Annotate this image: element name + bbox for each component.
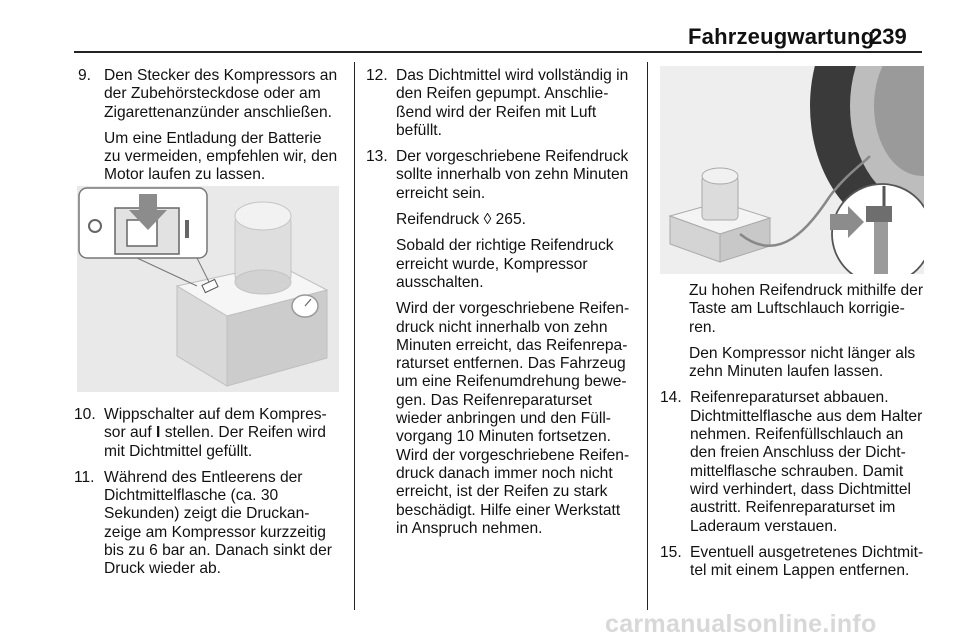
step-10 — [74, 406, 342, 461]
continuation-text — [660, 282, 930, 381]
step-13 — [366, 148, 634, 538]
section-title: Fahrzeugwartung — [688, 24, 875, 49]
column-left — [74, 67, 342, 193]
step-text: Den Stecker des Kompressors an der Zubehörsteckdose oder am Zigarettenanzünder anschließen. — [104, 67, 338, 121]
step-text: Reifenreparaturset abbauen. Dichtmittelflasche aus dem Halter nehmen. Reifenfüllschlauch an den freien Anschluss der Dicht-mittelflasche schrauben. Damit wird verhindert, dass Dichtmittel austritt. Reifenreparaturset im Laderaum verstauen. — [690, 389, 923, 535]
paragraph: Zu hohen Reifendruck mithilfe der Taste am Luftschlauch korrigie-ren. — [689, 282, 924, 336]
watermark: carmanualsonline.info — [605, 610, 877, 638]
step-text: Während des Entleerens der Dichtmittelflasche (ca. 30 Sekunden) zeigt die Druckan-zeige am Kompressor kurzzeitig bis zu 6 bar an. Danach sinkt der Druck wieder ab. — [104, 468, 332, 578]
step-text: Eventuell ausgetretenes Dichtmit-tel mit einem Lappen entfernen. — [690, 543, 924, 580]
step-number: 13. — [366, 148, 388, 166]
step-text: Der vorgeschriebene Reifendruck sollte innerhalb von zehn Minuten erreicht sein. — [396, 148, 629, 202]
step-paragraph: Sobald der richtige Reifendruck erreicht wurde, Kompressor ausschalten. — [396, 237, 614, 291]
step-note: Um eine Entladung der Batterie zu vermeiden, empfehlen wir, den Motor laufen zu lassen. — [104, 129, 338, 184]
step-11 — [74, 469, 342, 579]
step-text: Wippschalter auf dem Kompres-sor auf I stellen. Der Reifen wird mit Dichtmittel gefüllt. — [104, 406, 327, 460]
step-9 — [74, 67, 342, 185]
step-number: 11. — [74, 468, 95, 486]
step-paragraph: Wird der vorgeschriebene Reifen-druck nicht innerhalb von zehn Minuten erreicht, das Reifenrepa-raturset entfernen. Das Fahrzeug um eine Reifenumdrehung bewe-gen. Das Reifenreparaturset wieder anbringen und den Füll-vorgang 10 Minuten fortsetzen. Wird der vorgeschriebene Reifen-druck danach immer noch nicht erreicht, ist der Reifen zu stark beschädigt. Hilfe einer Werkstatt in Anspruch nehmen. — [396, 300, 630, 537]
step-14 — [660, 389, 930, 535]
paragraph: Den Kompressor nicht länger als zehn Minuten laufen lassen. — [689, 344, 916, 381]
step-number: 9. — [78, 67, 92, 84]
page-reference-icon: ◊ — [483, 211, 492, 229]
step-12 — [366, 67, 634, 140]
column-middle — [366, 67, 634, 546]
step-number: 12. — [366, 67, 388, 84]
page-number: 239 — [870, 24, 907, 49]
step-15 — [660, 544, 930, 581]
column-divider-2 — [647, 62, 648, 610]
tire-inflation-illustration — [660, 66, 924, 274]
pressure-reference: Reifendruck ◊ 265. — [396, 211, 526, 229]
compressor-illustration — [77, 186, 339, 392]
step-number: 15. — [660, 543, 682, 561]
step-number: 14. — [660, 389, 682, 407]
column-left-lower — [74, 406, 342, 587]
step-number: 10. — [74, 406, 96, 423]
header-rule — [74, 51, 922, 53]
column-divider-1 — [354, 62, 355, 610]
column-right — [660, 282, 930, 588]
step-text: Das Dichtmittel wird vollständig in den Reifen gepumpt. Anschlie-ßend wird der Reifen mit Luft befüllt. — [396, 67, 629, 139]
